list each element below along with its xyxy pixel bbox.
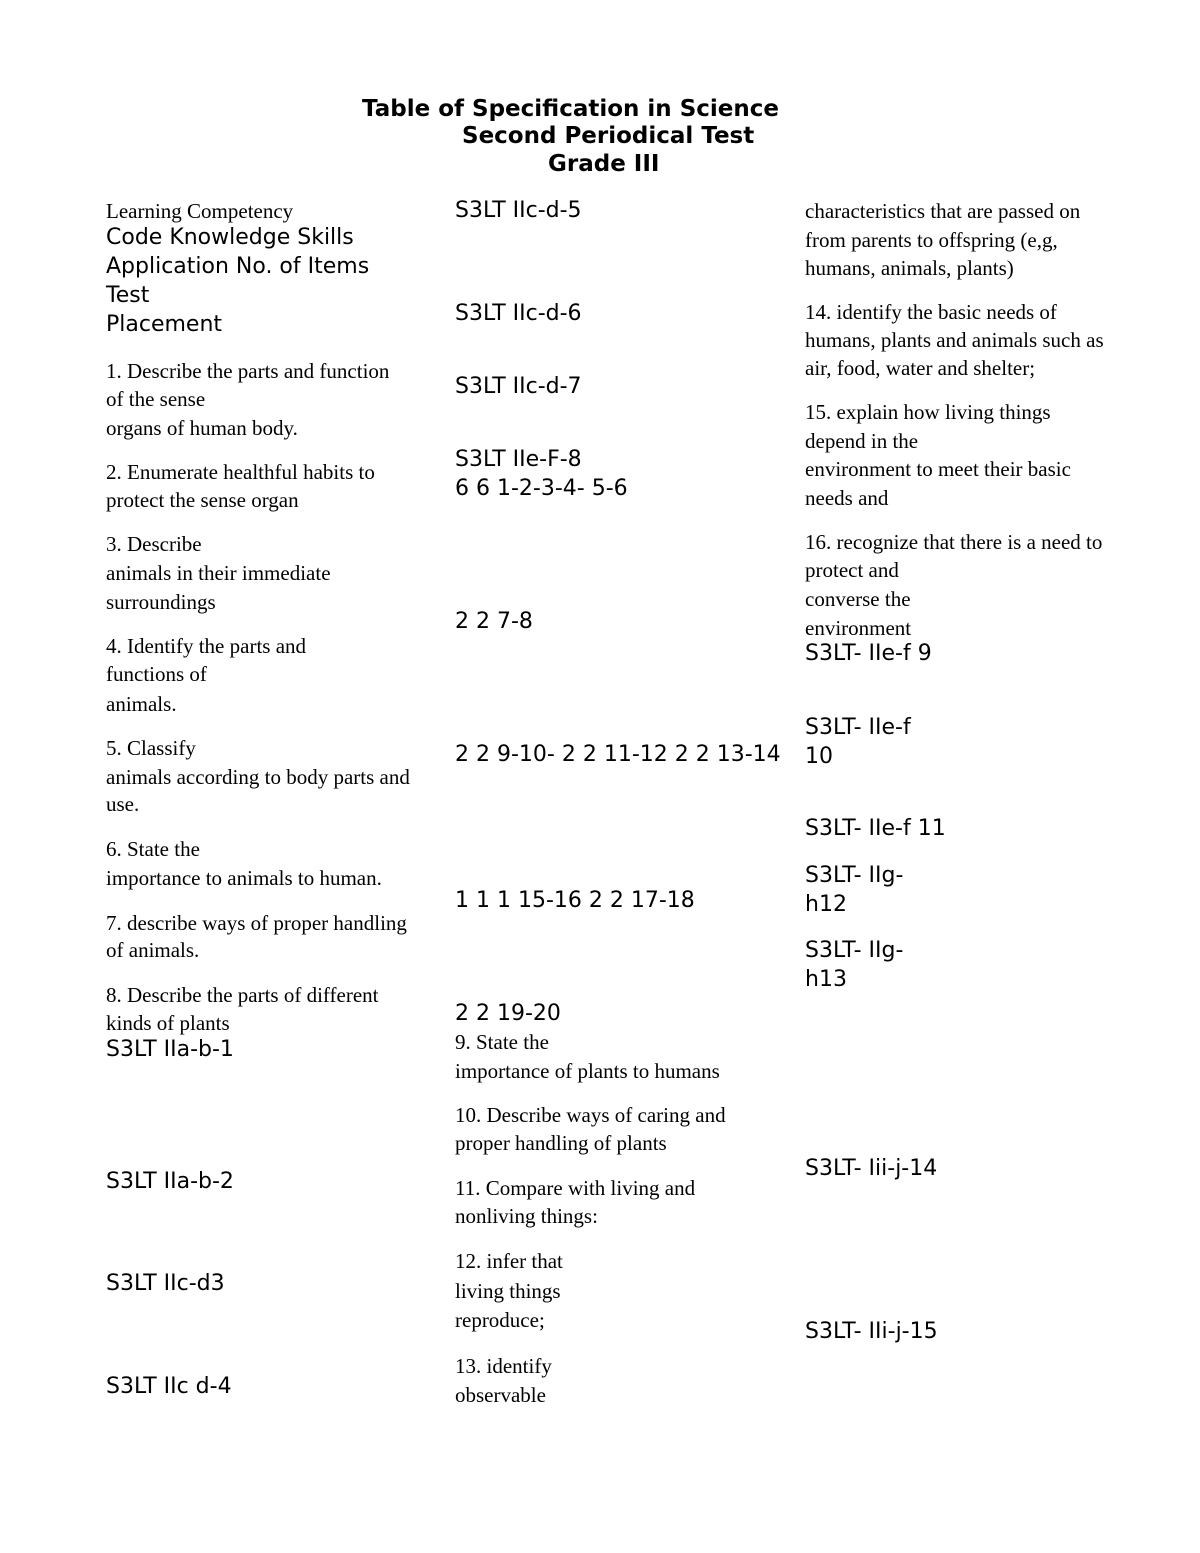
code-label: S3LT IIc-d3 [106, 1271, 225, 1296]
header-learning-competency: Learning Competency [106, 199, 294, 223]
item-count-row: 2 2 7-8 [455, 609, 533, 634]
competency-16-line: protect and [805, 558, 899, 582]
competency-3-line: animals in their immediate [106, 561, 331, 585]
competency-4-line: animals. [106, 692, 177, 716]
competency-16-line: converse the [805, 587, 911, 611]
competency-14-line: 14. identify the basic needs of [805, 300, 1057, 324]
code-label: S3LT- IIe-f 9 [805, 641, 932, 666]
competency-10-line: proper handling of plants [455, 1131, 667, 1155]
competency-15-line: environment to meet their basic [805, 457, 1071, 481]
page-title: Table of Specification in Science [362, 96, 779, 122]
code-label: S3LT IIc-d-5 [455, 198, 582, 223]
competency-12-line: living things [455, 1279, 561, 1303]
competency-11-line: nonliving things: [455, 1204, 598, 1228]
competency-6-line: 6. State the [106, 837, 200, 861]
code-label: S3LT IIc-d-6 [455, 301, 582, 326]
competency-9-line: 9. State the [455, 1030, 549, 1054]
competency-14-line: humans, plants and animals such as [805, 328, 1104, 352]
header-code-knowledge-skills: Code Knowledge Skills [106, 225, 354, 250]
competency-15-line: 15. explain how living things [805, 400, 1051, 424]
code-label: S3LT- IIe-f 11 [805, 816, 946, 841]
code-label: 10 [805, 744, 833, 769]
competency-5-line: animals according to body parts and [106, 765, 410, 789]
grade-label: Grade III [548, 151, 660, 177]
competency-12-line: reproduce; [455, 1308, 545, 1332]
competency-4-line: functions of [106, 662, 207, 686]
competency-3-line: surroundings [106, 590, 216, 614]
competency-16-line: environment [805, 616, 912, 640]
competency-10-line: 10. Describe ways of caring and [455, 1103, 726, 1127]
item-count-row: 2 2 19-20 [455, 1001, 561, 1026]
code-label: S3LT IIc d-4 [106, 1374, 232, 1399]
competency-3-line: 3. Describe [106, 532, 202, 556]
code-label: S3LT- IIg- [805, 863, 904, 888]
competency-5-line: 5. Classify [106, 736, 196, 760]
code-label: S3LT- IIg- [805, 938, 904, 963]
competency-13-line: 13. identify [455, 1354, 552, 1378]
competency-11-line: 11. Compare with living and [455, 1176, 696, 1200]
item-count-row: 2 2 9-10- 2 2 11-12 2 2 13-14 [455, 742, 781, 767]
competency-5-line: use. [106, 792, 140, 816]
competency-15-line: needs and [805, 486, 889, 510]
competency-13-line: from parents to offspring (e,g, [805, 228, 1058, 252]
page-subtitle: Second Periodical Test [462, 123, 755, 149]
competency-16-line: 16. recognize that there is a need to [805, 530, 1103, 554]
competency-12-line: 12. infer that [455, 1249, 563, 1273]
header-application-items: Application No. of Items [106, 254, 370, 279]
competency-9-line: importance of plants to humans [455, 1059, 720, 1083]
competency-1-line: 1. Describe the parts and function [106, 359, 390, 383]
code-label: S3LT- IIe-f [805, 715, 911, 740]
competency-1-line: of the sense [106, 387, 206, 411]
competency-13-line: observable [455, 1383, 546, 1407]
competency-7-line: of animals. [106, 938, 200, 962]
code-label: S3LT IIa-b-2 [106, 1169, 234, 1194]
competency-15-line: depend in the [805, 429, 919, 453]
competency-2-line: protect the sense organ [106, 488, 299, 512]
code-label: h13 [805, 967, 847, 992]
code-label: S3LT IIa-b-1 [106, 1037, 234, 1062]
competency-7-line: 7. describe ways of proper handling [106, 911, 407, 935]
competency-14-line: air, food, water and shelter; [805, 356, 1036, 380]
item-count-row: 6 6 1-2-3-4- 5-6 [455, 476, 628, 501]
code-label: h12 [805, 892, 847, 917]
code-label: S3LT IIc-d-7 [455, 374, 582, 399]
competency-13-line: characteristics that are passed on [805, 199, 1081, 223]
header-placement: Placement [106, 312, 223, 337]
item-count-row: 1 1 1 15-16 2 2 17-18 [455, 888, 695, 913]
competency-2-line: 2. Enumerate healthful habits to [106, 460, 375, 484]
competency-13-line: humans, animals, plants) [805, 256, 1014, 280]
competency-8-line: 8. Describe the parts of different [106, 983, 379, 1007]
header-test: Test [106, 283, 150, 308]
competency-4-line: 4. Identify the parts and [106, 634, 307, 658]
competency-6-line: importance to animals to human. [106, 866, 382, 890]
code-label: S3LT IIe-F-8 [455, 447, 582, 472]
code-label: S3LT- Iii-j-14 [805, 1156, 938, 1181]
competency-8-line: kinds of plants [106, 1011, 230, 1035]
code-label: S3LT- IIi-j-15 [805, 1319, 938, 1344]
competency-1-line: organs of human body. [106, 416, 298, 440]
